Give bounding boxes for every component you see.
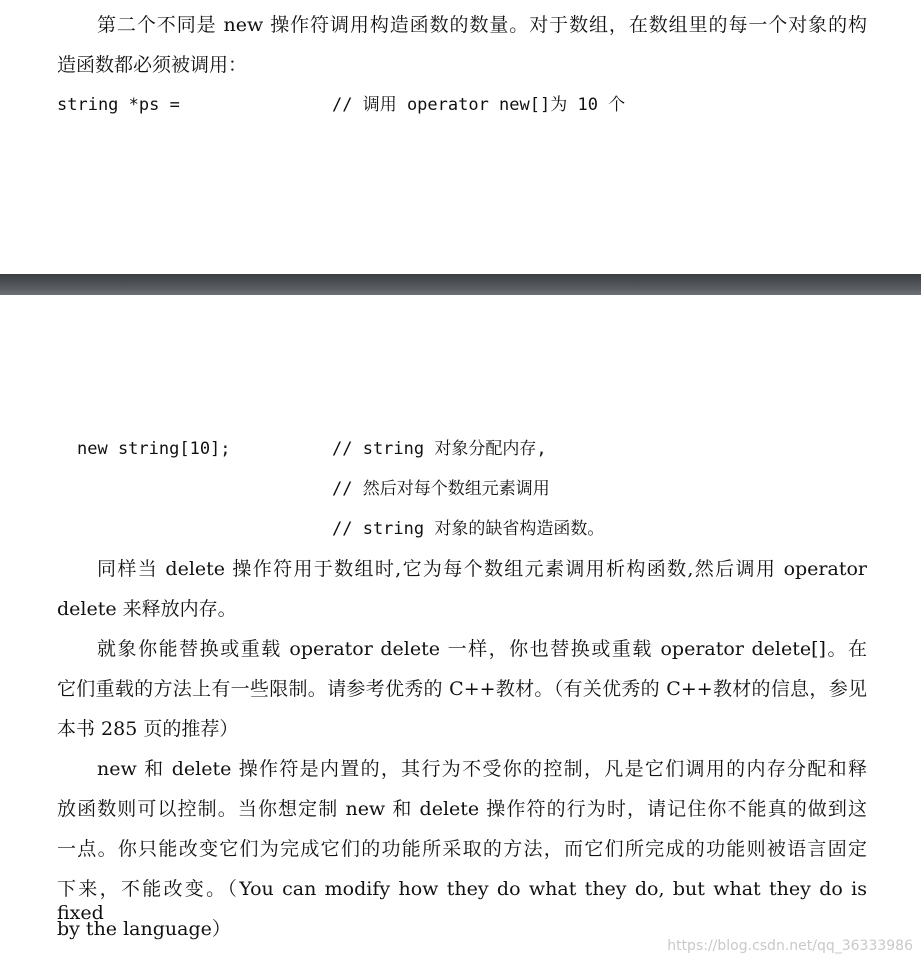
- page-separator: [0, 274, 921, 295]
- paragraph-line: delete 来释放内存。: [57, 598, 237, 620]
- paragraph-line: 它们重载的方法上有一些限制。请参考优秀的 C++教材。（有关优秀的 C++教材的信息，参见: [57, 678, 867, 700]
- paragraph-line: 同样当 delete 操作符用于数组时,它为每个数组元素调用析构函数,然后调用 operator: [97, 558, 867, 580]
- watermark: https://blog.csdn.net/qq_36333986: [667, 938, 913, 954]
- paragraph-line: 本书 285 页的推荐）: [57, 718, 239, 740]
- code-comment: // 然后对每个数组元素调用: [332, 479, 550, 499]
- paragraph-line: 就象你能替换或重载 operator delete 一样，你也替换或重载 operator delete[]。在: [97, 638, 867, 660]
- paragraph-line: 第二个不同是 new 操作符调用构造函数的数量。对于数组，在数组里的每一个对象的构: [97, 14, 867, 36]
- code-comment: // 调用 operator new[]为 10 个: [332, 95, 626, 115]
- paragraph-line: new 和 delete 操作符是内置的，其行为不受你的控制，凡是它们调用的内存分配和释: [97, 758, 867, 780]
- paragraph-line: 一点。你只能改变它们为完成它们的功能所采取的方法，而它们所完成的功能则被语言固定: [57, 838, 867, 860]
- paragraph-line: 放函数则可以控制。当你想定制 new 和 delete 操作符的行为时，请记住你不能真的做到这: [57, 798, 867, 820]
- paragraph-line: 造函数都必须被调用：: [57, 54, 248, 76]
- code-comment: // string 对象分配内存,: [332, 439, 547, 459]
- code-line: string *ps =: [57, 95, 180, 115]
- code-comment: // string 对象的缺省构造函数。: [332, 519, 605, 539]
- paragraph-line: 下来，不能改变。（You can modify how they do what they do, but what they do is fixed: [57, 878, 867, 924]
- code-line: new string[10];: [77, 439, 231, 459]
- paragraph-line: by the language）: [57, 918, 231, 940]
